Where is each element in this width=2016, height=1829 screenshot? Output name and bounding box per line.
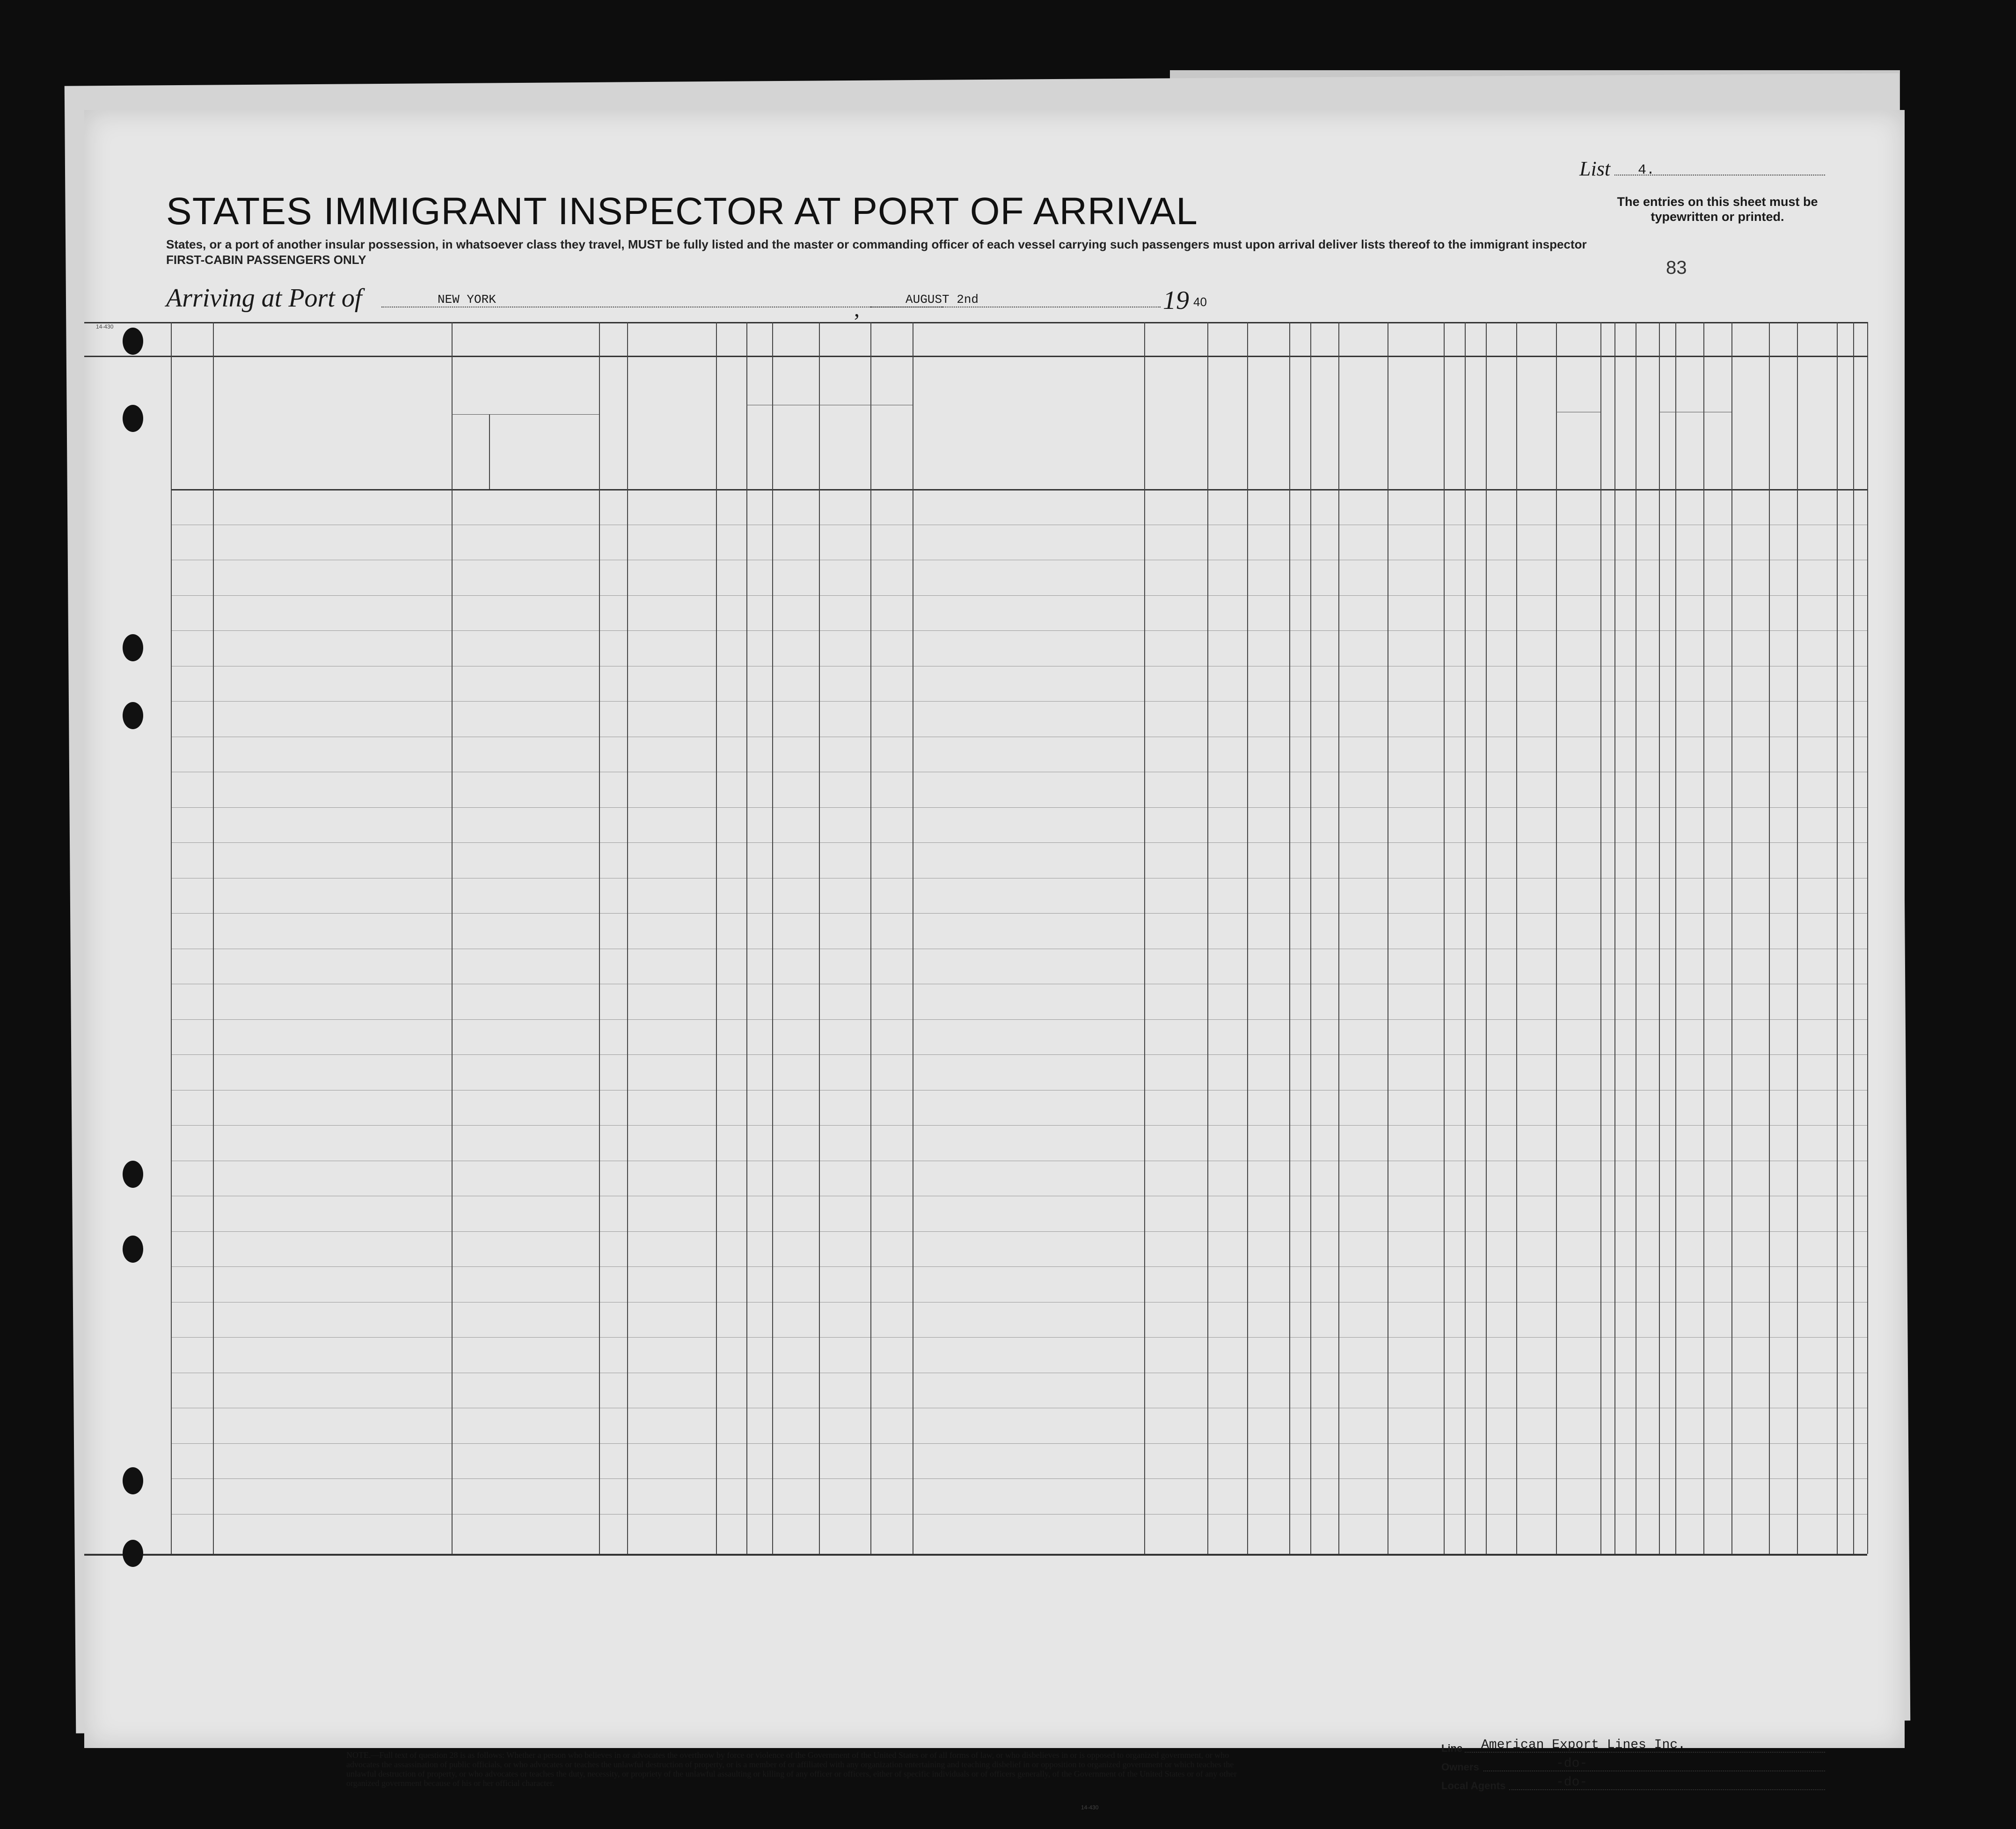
row-rule: [171, 701, 1867, 702]
row-rule: [171, 807, 1867, 808]
owners-underline: [1483, 1770, 1825, 1771]
year-suffix: 40: [1193, 295, 1207, 309]
column-rule: [1675, 322, 1676, 1554]
rule-bottom: [84, 1554, 1867, 1556]
column-rule: [1444, 322, 1445, 1554]
row-rule: [171, 1231, 1867, 1232]
year-prefix: 19: [1163, 286, 1189, 315]
rule-sub-18b: [489, 414, 490, 489]
list-label: List: [1579, 157, 1611, 180]
arriving-label: Arriving at Port of: [166, 284, 362, 313]
column-rule: [716, 322, 717, 1554]
row-rule: [171, 630, 1867, 631]
column-rule: [1310, 322, 1311, 1554]
column-rule: [171, 322, 172, 1554]
column-rule: [1614, 322, 1615, 1554]
punch-hole: [123, 1467, 143, 1494]
column-rule: [1289, 322, 1290, 1554]
owners-value: -do-: [1556, 1756, 1588, 1771]
row-rule: [171, 842, 1867, 843]
form-title: STATES IMMIGRANT INSPECTOR AT PORT OF ARRIVAL: [166, 190, 1198, 233]
column-rule: [1207, 322, 1208, 1554]
row-rule: [171, 1443, 1867, 1444]
column-rule: [1769, 322, 1770, 1554]
row-rule: [171, 913, 1867, 914]
column-rule: [1659, 322, 1660, 1554]
port-value: NEW YORK: [438, 293, 496, 307]
line-value: American Export Lines Inc.: [1481, 1738, 1686, 1752]
column-rule: [746, 322, 747, 1554]
rule-sub-18: [452, 414, 599, 415]
column-rule: [1703, 322, 1704, 1554]
form-number-bottom: 14-430: [1081, 1804, 1099, 1811]
column-rule: [1486, 322, 1487, 1554]
column-rule: [1837, 322, 1838, 1554]
row-rule: [171, 1478, 1867, 1479]
rule-0: [84, 322, 1867, 323]
column-rule: [1853, 322, 1854, 1554]
punch-hole: [123, 1161, 143, 1188]
column-rule: [1797, 322, 1798, 1554]
column-rule: [599, 322, 600, 1554]
form-number-top: 14-430: [96, 323, 114, 330]
agents-value: -do-: [1556, 1775, 1588, 1790]
typewritten-note: The entries on this sheet must be typewritten or printed.: [1617, 195, 1818, 224]
column-rule: [1144, 322, 1145, 1554]
punch-hole: [123, 1540, 143, 1567]
row-rule: [171, 1337, 1867, 1338]
column-rule: [772, 322, 773, 1554]
column-rule: [213, 322, 214, 1554]
row-rule: [171, 595, 1867, 596]
punch-hole: [123, 634, 143, 661]
footnote-q28: NOTE.—Full text of question 28 is as follows: Whether a person who believes in or advocates the overthrow by force or violence of the Government of the United States or of all forms of law, or who disbelieves in or is opposed to organized government, or who advocates the assassination of public officials, or who advocates or teaches the unlawful destruction of property, or is a member of or affiliated with any organization entertaining and teaching disbelief in or opposition to organized government or which teaches the unlawful destruction of property, or who advocates or teaches the duty, necessity, or propriety of the unlawful assaulting or killing of any officer or officers, either of specific individuals or of officers generally, of the Government of the United States or of any other organized government because of his or her official character.: [346, 1750, 1237, 1788]
punch-hole: [123, 702, 143, 729]
owners-label: Owners: [1441, 1761, 1479, 1773]
form-instruction: States, or a port of another insular possession, in whatsoever class they travel, MUST be fully listed and the master or commanding officer of each vessel carrying such passengers must upon arrival deliver lists thereof to the immigrant inspector: [166, 237, 1587, 251]
column-rule: [1338, 322, 1339, 1554]
punch-hole: [123, 405, 143, 432]
row-rule: [171, 1054, 1867, 1055]
page-number: 83: [1666, 257, 1687, 278]
row-rule: [171, 1125, 1867, 1126]
column-rule: [1465, 322, 1466, 1554]
column-rule: [1867, 322, 1868, 1554]
column-rule: [819, 322, 820, 1554]
passenger-class: FIRST-CABIN PASSENGERS ONLY: [166, 253, 366, 267]
row-rule: [171, 1019, 1867, 1020]
column-rule: [1600, 322, 1601, 1554]
column-rule: [1556, 322, 1557, 1554]
rule-1: [84, 356, 1867, 357]
list-number: 4.: [1638, 162, 1655, 178]
rule-header-bottom: [171, 489, 1867, 490]
punch-hole: [123, 328, 143, 355]
column-rule: [627, 322, 628, 1554]
column-rule: [1516, 322, 1517, 1554]
column-rule: [1247, 322, 1248, 1554]
agents-label: Local Agents: [1441, 1780, 1506, 1792]
comma-1: ,: [854, 297, 860, 322]
date-value: AUGUST 2nd: [906, 293, 979, 307]
column-rule: [452, 322, 453, 1554]
row-rule: [171, 1266, 1867, 1267]
column-rule: [1731, 322, 1732, 1554]
line-label: Line: [1441, 1742, 1463, 1754]
column-rule: [870, 322, 871, 1554]
manifest-sheet: [84, 110, 1905, 1811]
punch-hole: [123, 1236, 143, 1263]
